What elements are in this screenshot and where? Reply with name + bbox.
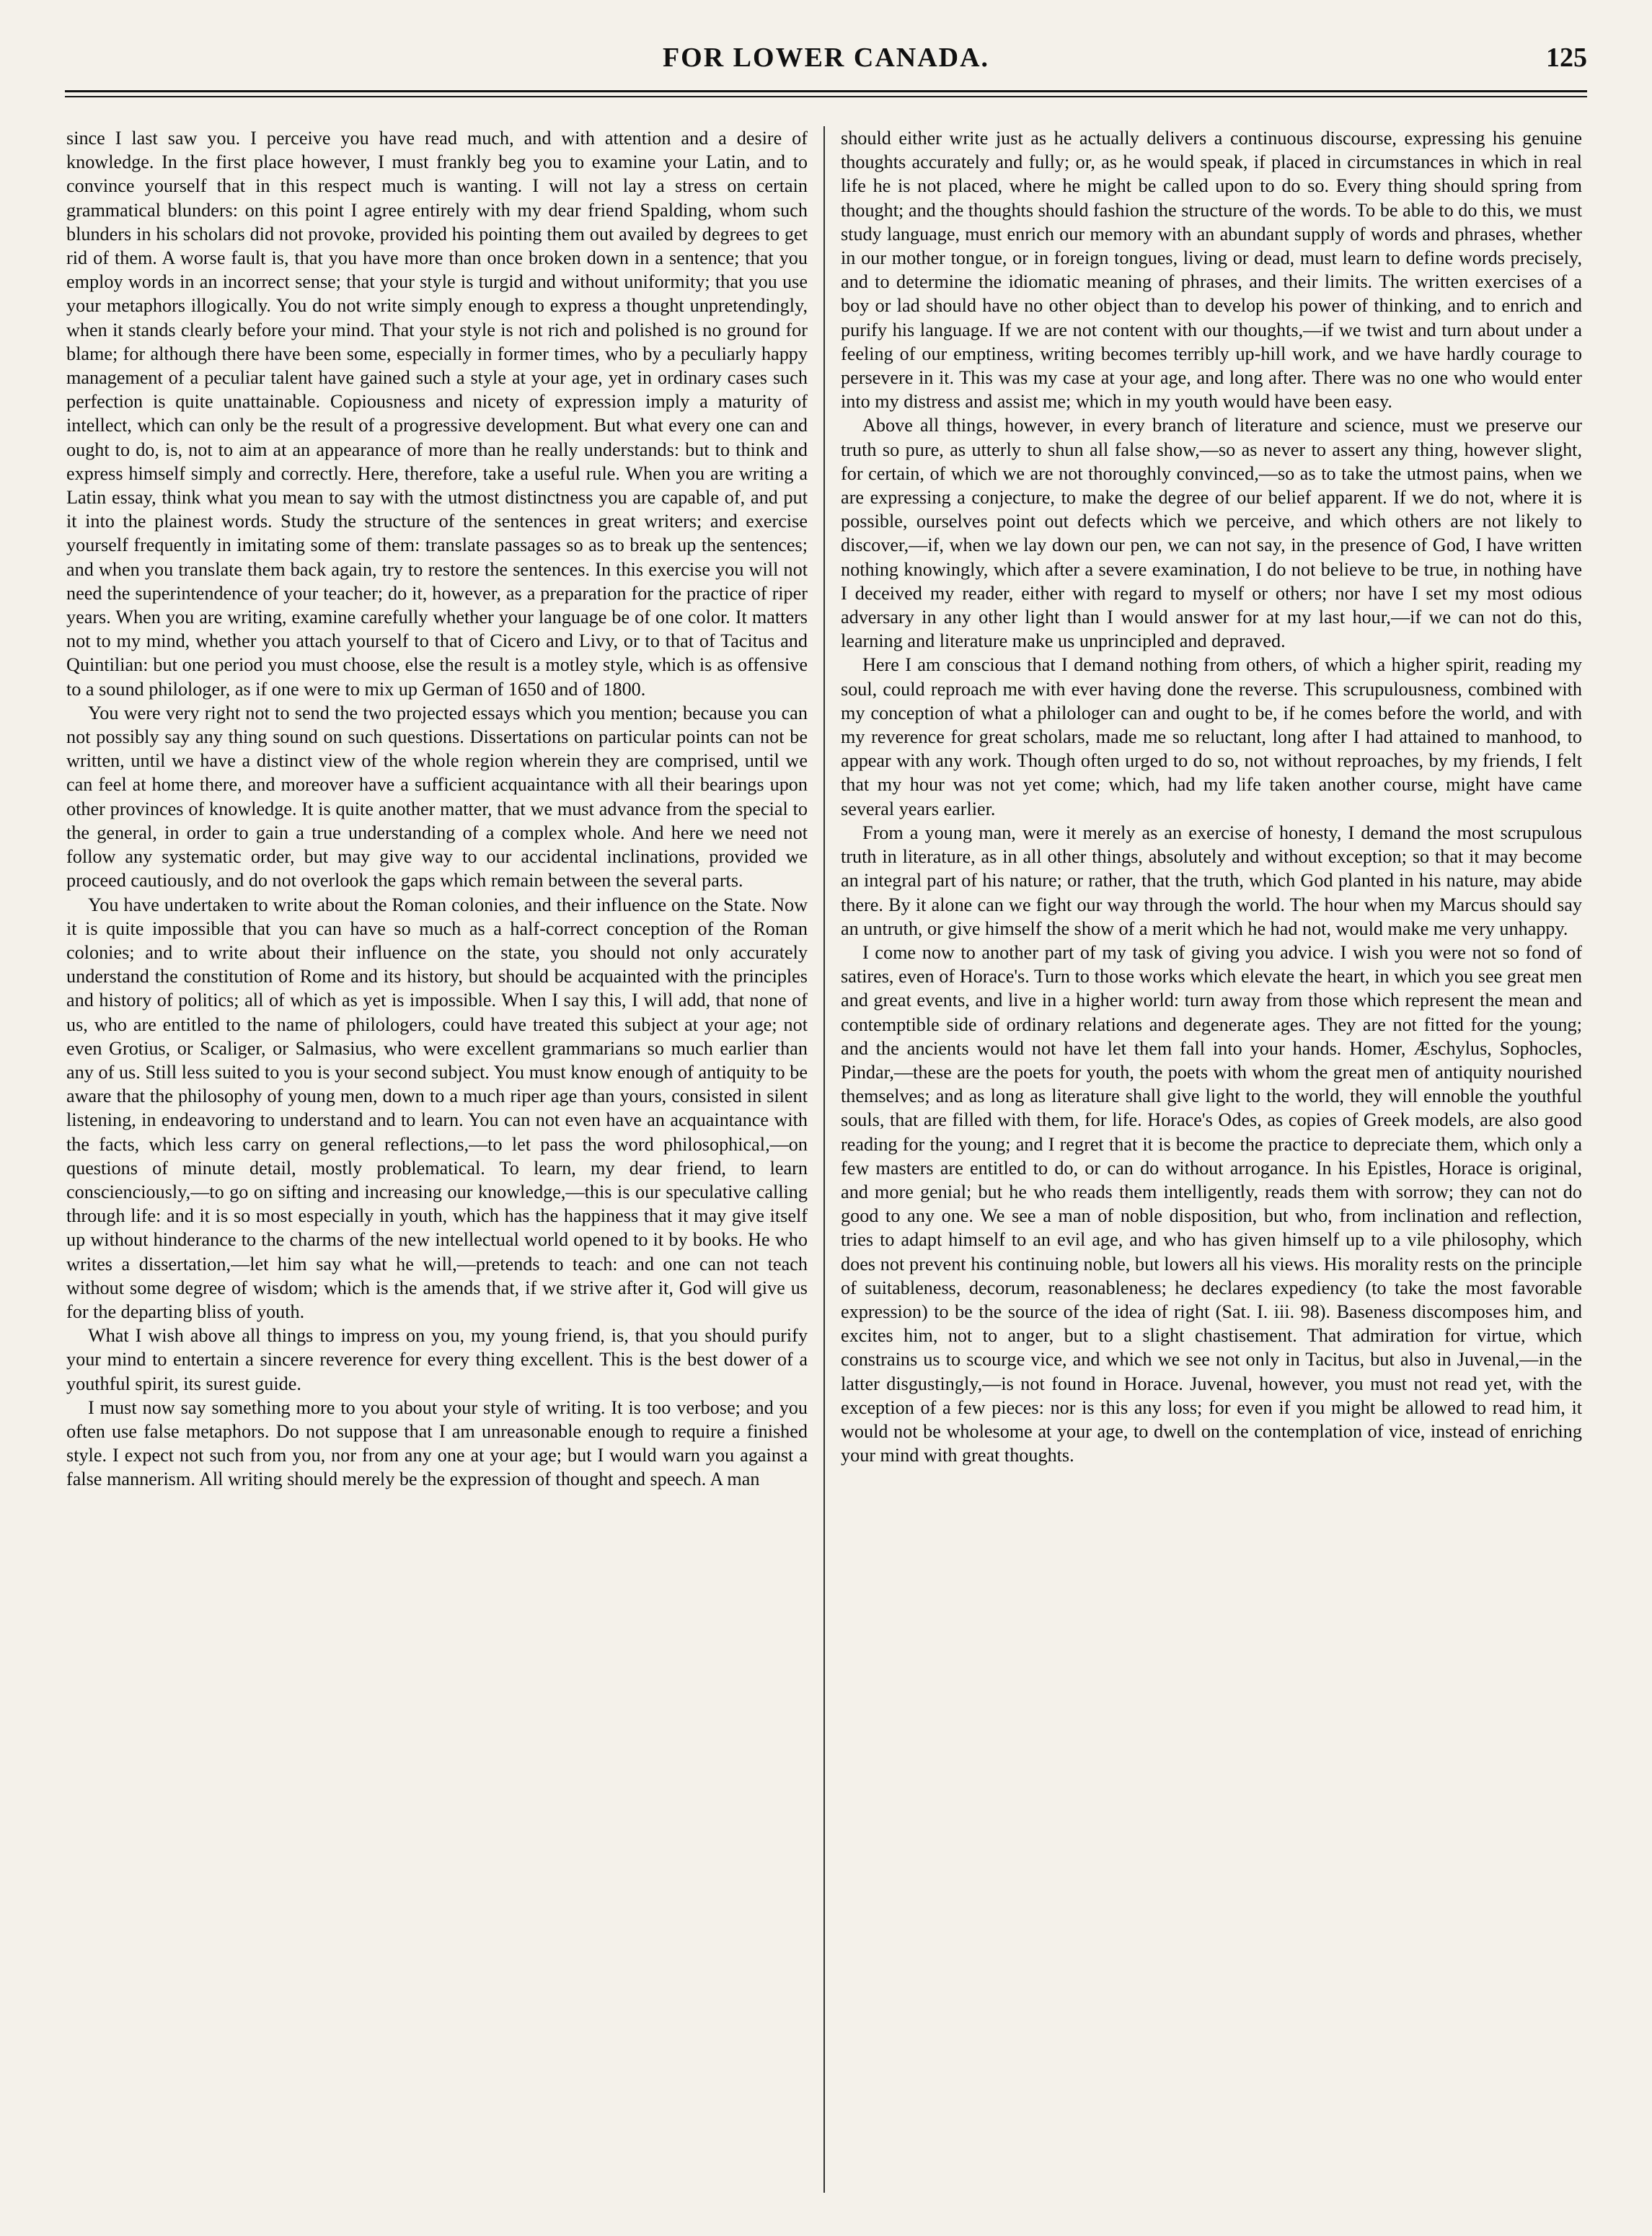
page-number: 125	[1546, 43, 1587, 73]
running-title: FOR LOWER CANADA.	[662, 43, 990, 73]
page-header	[65, 42, 1587, 85]
paragraph: I must now say something more to you about your style of writing. It is too verbose; and you often use false metaphors. Do not suppose that I am unreasonable enough to require a finished style. I expect not such from you, nor from any one at your age; but I would warn you against a false mannerism. All writing should merely be the expression of thought and speech. A man	[66, 1396, 808, 1490]
paragraph: I come now to another part of my task of giving you advice. I wish you were not so fond of satires, even of Horace's. Turn to those works which elevate the heart, in which you see great men and great events, and live in a higher world: turn away from those which represent the mean and contemptible side of ordinary relations and degenerate ages. They are not fitted for the young; and the ancients would not have let them fall into your hands. Homer, Æschylus, Sophocles, Pindar,—these are the poets for youth, the poets with whom the great men of antiquity nourished themselves; and as long as literature shall give light to the world, they will ennoble the youthful souls, that are filled with them, for life. Horace's Odes, as copies of Greek models, are also good reading for the young; and I regret that it is become the practice to depreciate them, which only a few masters are entitled to do, or can do without arrogance. In his Epistles, Horace is original, and more genial; but he who reads them intelligently, reads them with sorrow; they can not do good to any one. We see a man of noble disposition, but who, from inclination and reflection, tries to adapt himself to an evil age, and who has given himself up to a vile philosophy, which does not prevent his continuing noble, but lowers all his views. His morality rests on the principle of suitableness, decorum, reasonableness; he declares expediency (to take the most favorable expression) to be the source of the idea of right (Sat. I. iii. 98). Baseness discomposes him, and excites him, not to anger, but to a slight chastisement. That admiration for virtue, which constrains us to scourge vice, and which we see not only in Tacitus, but also in Juvenal,—in the latter disgustingly,—is not found in Horace. Juvenal, however, you must not read yet, with the exception of a few pieces: nor is this any loss; for even if you might be allowed to read him, it would not be wholesome at your age, to dwell on the contemplation of vice, instead of enriching your mind with great thoughts.	[841, 941, 1582, 1466]
paragraph: You were very right not to send the two projected essays which you mention; because you can not possibly say any thing sound on such questions. Dissertations on particular points can not be written, until we have a distinct view of the whole region wherein they are comprised, until we can feel at home there, and moreover have a sufficient acquaintance with all their bearings upon other provinces of knowledge. It is quite another matter, that we must advance from the special to the general, in order to gain a true understanding of a complex whole. And here we need not follow any systematic order, but may give way to our accidental inclinations, provided we proceed cautiously, and do not overlook the gaps which remain between the several parts.	[66, 702, 808, 892]
paragraph: Above all things, however, in every branch of literature and science, must we preserve our truth so pure, as utterly to shun all false show,—so as never to assert any thing, however slight, for certain, of which we are not thoroughly convinced,—so as to take the utmost pains, when we are expressing a conjecture, to make the degree of our belief apparent. If we do not, where it is possible, ourselves point out defects which we perceive, and which others are not likely to discover,—if, when we lay down our pen, we can not say, in the presence of God, I have written nothing knowingly, which after a severe examination, I do not believe to be true, in nothing have I deceived my reader, either with regard to myself or others; nor have I set my most odious adversary in any other light than I would answer for at my last hour,—if we can not do this, learning and literature make us unprincipled and depraved.	[841, 415, 1582, 652]
paragraph: should either write just as he actually delivers a continuous discourse, expressing his genuine thoughts accurately and fully; or, as he would speak, if placed in circumstances in which in real life he is not placed, where he might be called upon to do so. Every thing should spring from thought; and the thoughts should fashion the structure of the words. To be able to do this, we must study language, must enrich our memory with an abundant supply of words and phrases, whether in our mother tongue, or in foreign tongues, living or dead, must learn to define words precisely, and to determine the idiomatic meaning of phrases, and their limits. The written exercises of a boy or lad should have no other object than to develop his power of thinking, and to enrich and purify his language. If we are not content with our thoughts,—if we twist and turn about under a feeling of our emptiness, writing becomes terribly up-hill work, and we have hardly courage to persevere in it. This was my case at your age, and long after. There was no one who would enter into my distress and assist me; which in my youth would have been easy.	[841, 128, 1582, 413]
header-rule-thick	[65, 90, 1587, 92]
text-columns	[66, 126, 1586, 2193]
column-divider	[823, 126, 825, 2193]
paragraph: Here I am conscious that I demand nothing from others, of which a higher spirit, reading my soul, could reproach me with ever having done the reverse. This scrupulousness, combined with my conception of what a philologer can and ought to be, if he comes before the world, and with my reverence for great scholars, made me so reluctant, long after I had attained to manhood, to appear with any work. Though often urged to do so, not without reproaches, by my friends, I felt that my hour was not yet come; which, had my life taken another course, might have came several years earlier.	[841, 654, 1582, 819]
paragraph: What I wish above all things to impress on you, my young friend, is, that you should purify your mind to entertain a sincere reverence for every thing excellent. This is the best dower of a youthful spirit, its surest guide.	[66, 1325, 808, 1394]
right-column	[831, 126, 1582, 2193]
paragraph: since I last saw you. I perceive you have read much, and with attention and a desire of knowledge. In the first place however, I must frankly beg you to examine your Latin, and to convince yourself that in this respect much is wanting. I will not lay a stress on certain grammatical blunders: on this point I agree entirely with my dear friend Spalding, whom such blunders in his scholars did not provoke, provided his pointing them out availed by degrees to get rid of them. A worse fault is, that you have more than once broken down in a sentence; that you employ words in an incorrect sense; that your style is turgid and without uniformity; that you use your metaphors illogically. You do not write simply enough to express a thought unpretendingly, when it stands clearly before your mind. That your style is not rich and polished is no ground for blame; for although there have been some, especially in former times, who by a peculiarly happy management of a peculiar talent have gained such a style at your age, yet in ordinary cases such perfection is quite unattainable. Copiousness and nicety of expression imply a maturity of intellect, which can only be the result of a progressive development. But what every one can and ought to do, is, not to aim at an appearance of more than he really understands: but to think and express himself simply and correctly. Here, therefore, take a useful rule. When you are writing a Latin essay, think what you mean to say with the utmost distinctness you are capable of, and put it into the plainest words. Study the structure of the sentences in great writers; and exercise yourself frequently in imitating some of them: translate passages so as to break up the sentences; and when you translate them back again, try to restore the sentences. In this exercise you will not need the superintendence of your teacher; do it, however, as a preparation for the practice of riper years. When you are writing, examine carefully whether your language be of one color. It matters not to my mind, whether you attach yourself to that of Cicero and Livy, or to that of Tacitus and Quintilian: but one period you must choose, else the result is a motley style, which is as offensive to a sound philologer, as if one were to mix up German of 1650 and of 1800.	[66, 128, 808, 700]
header-rule-thin	[65, 96, 1587, 97]
paragraph: From a young man, were it merely as an exercise of honesty, I demand the most scrupulous truth in literature, as in all other things, absolutely and without exception; so that it may become an integral part of his nature; or rather, that the truth, which God planted in his nature, may abide there. By it alone can we fight our way through the world. The hour when my Marcus should say an untruth, or give himself the show of a merit which he had not, would make me very unhappy.	[841, 822, 1582, 939]
left-column	[66, 126, 818, 2193]
paragraph: You have undertaken to write about the Roman colonies, and their influence on the State. Now it is quite impossible that you can have so much as a half-correct conception of the Roman colonies; and to write about their influence on the state, you should not only accurately understand the constitution of Rome and its history, but should be acquainted with the principles and history of politics; all of which as yet is impossible. When I say this, I will add, that none of us, who are entitled to the name of philologers, could have treated this subject at your age; not even Grotius, or Scaliger, or Salmasius, who were excellent grammarians so much earlier than any of us. Still less suited to you is your second subject. You must know enough of antiquity to be aware that the philosophy of young men, down to a much riper age than yours, consisted in silent listening, in endeavoring to understand and to learn. You can not even have an acquaintance with the facts, which less carry on general reflections,—to let pass the word philosophical,—on questions of minute detail, mostly problematical. To learn, my dear friend, to learn conscienciously,—to go on sifting and increasing our knowledge,—this is our speculative calling through life: and it is so most especially in youth, which has the happiness that it may give itself up without hinderance to the charms of the new intellectual world opened to it by books. He who writes a dissertation,—let him say what he will,—pretends to teach: and one can not teach without some degree of wisdom; which is the amends that, if we strive after it, God will give us for the departing bliss of youth.	[66, 894, 808, 1322]
